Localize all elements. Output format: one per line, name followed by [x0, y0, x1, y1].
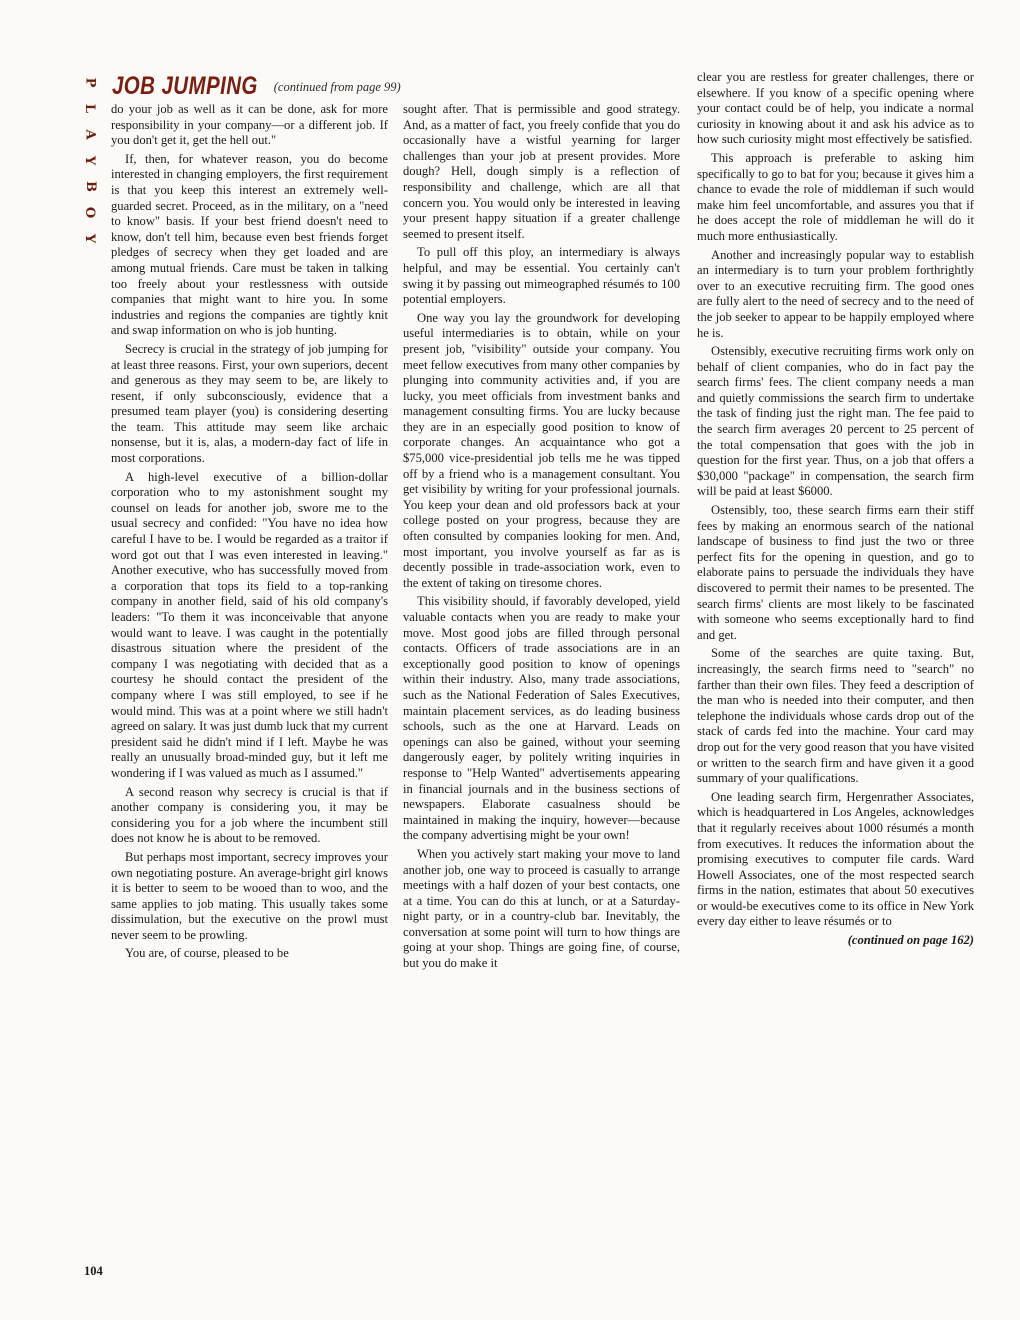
paragraph: Some of the searches are quite taxing. But, increasingly, the search firms need to "search" no farther than their own files. They feed a description of the man who is needed into their computer, and then telephone the individuals whose cards drop out of the stack of cards fed into the machine. Your card may drop out for the very good reason that you have visited or written to the search firm and have given it a good summary of your qualifications.: [697, 646, 974, 786]
magazine-letter: Y: [82, 155, 98, 166]
paragraph: But perhaps most important, secrecy improves your own negotiating posture. An average-bright girl knows it is better to seem to be wooed than to woo, and the same applies to job mating. This usually takes some dissimulation, but the executive on the prowl must never seem to be prowling.: [111, 849, 388, 942]
paragraph: do your job as well as it can be done, ask for more responsibility in your company—or a different job. If you don't get it, get the hell out.": [111, 102, 388, 148]
paragraph: One leading search firm, Hergenrather Associates, which is headquartered in Los Angeles, acknowledges that it regularly receives about 1000 résumés a month from executives. It reduces the information about the promising executives to computer file cards. Ward Howell Associates, one of the most respected search firms in the nation, estimates that about 50 executives or would-be executives come to its office in New York every day either to leave résumés or to: [697, 789, 974, 929]
magazine-letter: O: [82, 206, 98, 219]
continued-on-note: (continued on page 162): [847, 933, 974, 948]
magazine-name-vertical: [83, 76, 97, 258]
paragraph: If, then, for whatever reason, you do become interested in changing employers, the first requirement is that you keep this interest an extremely well-guarded secret. Proceed, as in the military, on a "need to know" basis. If your best friend doesn't need to know, don't tell him, because even best friends forget pledges of secrecy when they get loaded and are among mutual friends. Care must be taken in talking too freely about your restlessness with outside companies that might want to hire you. In some industries and regions the companies are tightly knit and swap information on who is job hunting.: [111, 151, 388, 338]
paragraph: You are, of course, pleased to be: [125, 946, 289, 961]
paragraph: A second reason why secrecy is crucial is that if another company is considering you, it may be considering you for a job where the incumbent still does not know he is about to be removed.: [111, 784, 388, 846]
paragraph: clear you are restless for greater challenges, there or elsewhere. If you know of a specific opening where your contact could be of help, you indicate a normal curiosity in knowing about it and ask his advice as to how such curiosity might most effectively be satisfied.: [697, 70, 974, 147]
paragraph: This visibility should, if favorably developed, yield valuable contacts when you are ready to make your move. Most good jobs are filled through personal contacts. Officers of trade associations are in an exceptionally good position to know of openings within their industry. Also, many trade associations, such as the National Federation of Sales Executives, maintain placement services, as do leading business schools, such as the one at Harvard. Leads on openings can also be gained, without your seeming dangerously eager, by politely writing inquiries in response to "Help Wanted" advertisements appearing in financial journals and in the business sections of newspapers. Elaborate casualness should be maintained in making the inquiry, however—because the company advertising might be your own!: [403, 594, 680, 843]
magazine-letter: A: [82, 129, 98, 140]
paragraph: To pull off this ploy, an intermediary is always helpful, and may be essential. You certainly can't swing it by passing out mimeographed résumés to 100 potential employers.: [403, 245, 680, 307]
text-column-2: [403, 102, 680, 975]
paragraph: A high-level executive of a billion-dollar corporation who to my astonishment sought my counsel on leads for another job, swore me to the usual secrecy and confided: "You have no idea how careful I have to be. I would be regarded as a traitor if word got out that I was even interested in leaving." Another executive, who has successfully moved from a corporation that tops its field to a top-ranking company in another field, said of his old company's leaders: "To them it was inconceivable that anyone would want to leave. I was caught in the potentially disastrous situation where the president of the company I was negotiating with decided that as a courtesy he should contact the president of the company where I was still employed, to see if he would mind. This was at a point where we still hadn't agreed on salary. It was just dumb luck that my current president said he didn't mind if I left. Maybe he was really an unusually broad-minded guy, but it left me wondering if I was valued as much as I assumed.": [111, 469, 388, 780]
paragraph: When you actively start making your move to land another job, one way to proceed is casually to arrange meetings with a half dozen of your best contacts, one at a time. You can do this at lunch, or at a Saturday-night party, or in a country-club bar. Inevitably, the conversation at some point will turn to how things are going at your shop. Things are going fine, of course, but you do make it: [403, 846, 680, 971]
article-title: JOB JUMPING: [112, 72, 258, 100]
paragraph: sought after. That is permissible and good strategy. And, as a matter of fact, you freely confide that you do occasionally have a wistful yearning for larger challenges than your job at present provides. More dough? Hell, dough simply is a reflection of responsibility and challenge, which are all that concern you. You would only be interested in leaving your present happy situation if a greater challenge seemed to present itself.: [403, 102, 680, 241]
magazine-letter: P: [82, 77, 98, 88]
paragraph: Ostensibly, too, these search firms earn their stiff fees by making an enormous search of the national landscape of business to find just the two or three perfect fits for the opening in question, and go to elaborate pains to persuade the individuals they have discovered to permit their names to be presented. The search firms' clients are most likely to be fascinated with someone who seems exceptionally hard to find and get.: [697, 503, 974, 642]
magazine-letter: Y: [82, 233, 98, 244]
paragraph: This approach is preferable to asking him specifically to go to bat for you; because it gives him a chance to evade the role of middleman if such would make him feel uncomfortable, and assures you that if he does accept the role of middleman he will do it much more enthusiastically.: [697, 150, 974, 243]
article-header: [112, 72, 401, 101]
paragraph: Ostensibly, executive recruiting firms work only on behalf of client companies, who do in fact pay the search firms' fees. The client company needs a man and quietly commissions the search firm to undertake the task of finding just the right man. The fee paid to the search firm averages 20 percent to 25 percent of the total compensation that goes with the job in question for the first year. Thus, on a job that offers a $30,000 "package" in compensation, the search firm will be paid at least $6000.: [697, 344, 974, 499]
paragraph: Another and increasingly popular way to establish an intermediary is to turn your problem forthrightly over to an executive recruiting firm. The good ones are fully alert to the need of secrecy and to the need of the job seeker to appear to be happily employed where he is.: [697, 247, 974, 340]
magazine-letter: L: [82, 103, 98, 114]
continued-from-note: (continued from page 99): [273, 80, 401, 94]
paragraph: One way you lay the groundwork for developing useful intermediaries is to obtain, while on your present job, "visibility" outside your company. You meet fellow executives from many other companies by plunging into community activities and, if you are lucky, you meet officials from investment banks and management consulting firms. You are lucky because they are in an especially good position to know of corporate changes. An acquaintance who got a $75,000 vice-presidential job tells me he was tipped off by a friend who is a management consultant. You get visibility by writing for your professional journals. You keep your dean and old professors back at your college posted on your progress, because they are often consulted by companies looking for men. And, most important, you involve yourself as far as is decently possible in trade-association work, even to the extent of taking on tiresome chores.: [403, 310, 680, 590]
paragraph: Secrecy is crucial in the strategy of job jumping for at least three reasons. First, your own superiors, decent and generous as they may seem to be, are likely to resent, if only subconsciously, evidence that a presumed team player (you) is considering deserting the team. This attitude may seem like archaic nonsense, but it is, alas, a modern-day fact of life in most corporations.: [111, 341, 388, 466]
magazine-letter: B: [82, 181, 98, 192]
page-number: 104: [84, 1264, 103, 1278]
text-column-3: [697, 70, 974, 952]
text-column-1: [111, 102, 388, 965]
